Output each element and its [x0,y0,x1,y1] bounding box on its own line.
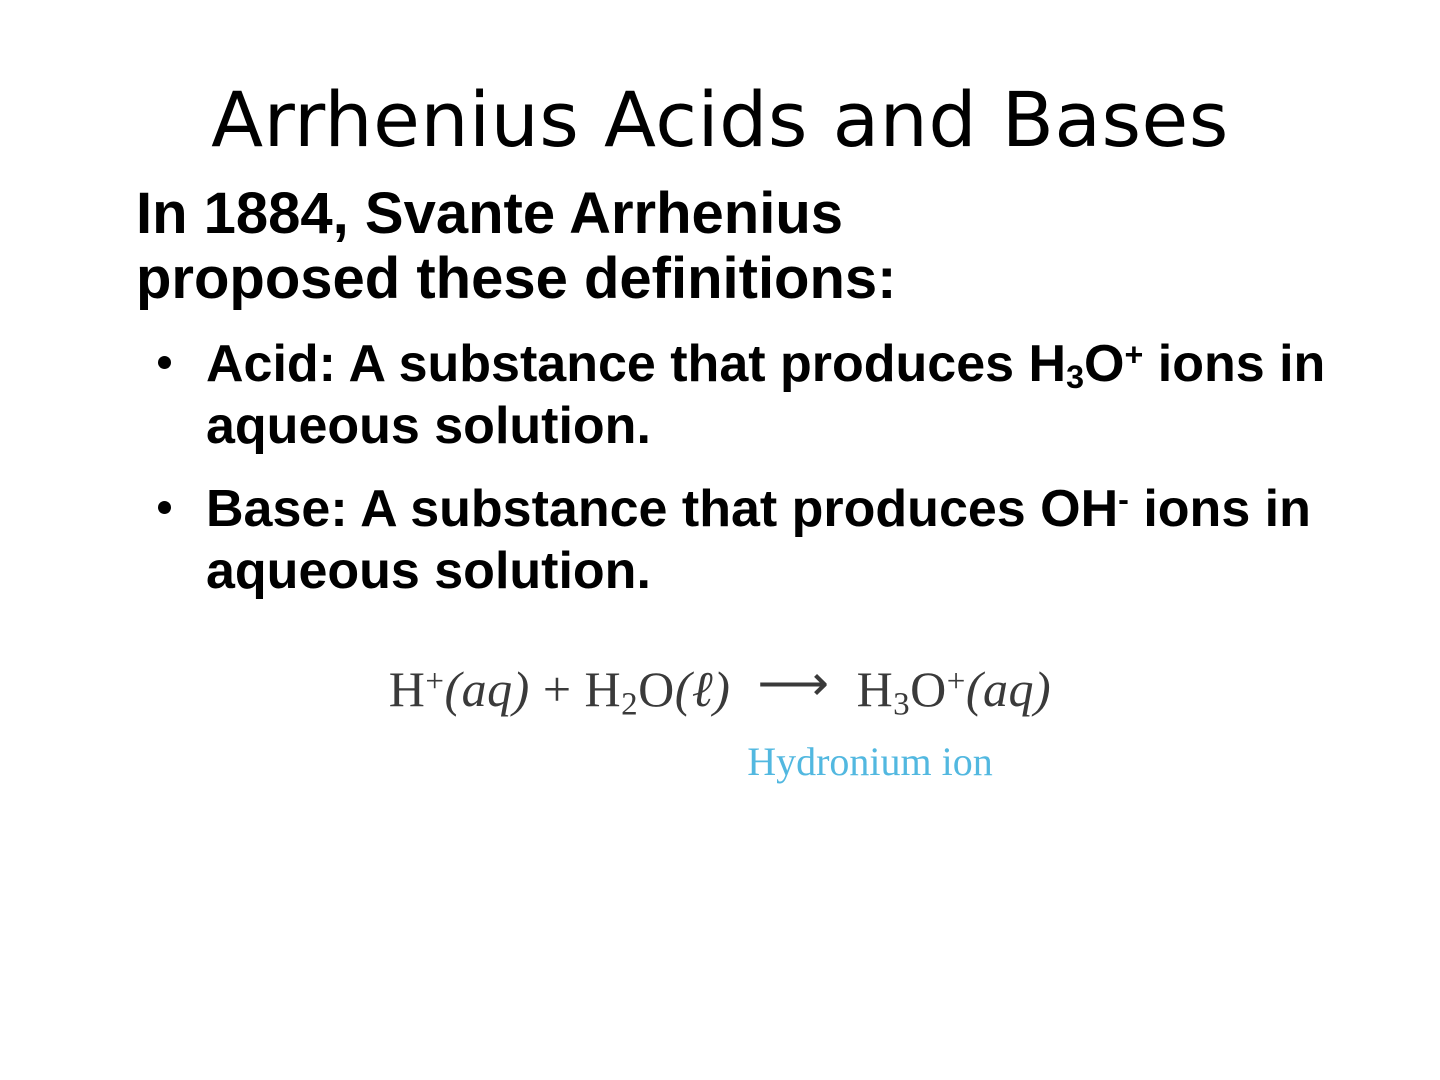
bullet-term: Base: [206,480,348,539]
definition-list [0,334,1440,602]
lead-paragraph [0,182,1440,312]
bullet-text-before: A substance that produces [347,480,1041,539]
bullet-text-before: A substance that produces [336,334,1029,393]
bullet-term: Acid: [206,334,336,393]
chemical-equation [0,655,1440,724]
equation-product: $H_3O^+(aq)$ [856,661,1052,723]
chemical-formula-hydroxide: OH- [1040,480,1129,539]
reaction-arrow-icon: ⟶ [757,655,830,712]
bullet-text-after: ions in aqueous solution. [206,334,1326,456]
page-title: Arrhenius Acids and Bases [211,75,1229,164]
equation-reactant-1: H+(aq) [388,661,530,718]
lead-line-1: In 1884, Svante Arrhenius [136,181,844,246]
equation-caption: Hydronium ion [747,738,993,784]
list-item [150,334,1380,457]
lead-line-2: proposed these definitions: [136,245,897,311]
equation-plus-sign: + [542,661,572,718]
bullet-dot-icon [158,356,171,369]
equation-reactant-2: $H_2O(\ell)$ [584,661,731,723]
equation-block [0,655,1440,785]
bullet-text-after: ions in aqueous solution. [206,480,1311,600]
chemical-formula-hydronium: $H_3O^+$ [1028,334,1144,395]
bullet-dot-icon [158,501,171,514]
list-item [150,479,1380,602]
